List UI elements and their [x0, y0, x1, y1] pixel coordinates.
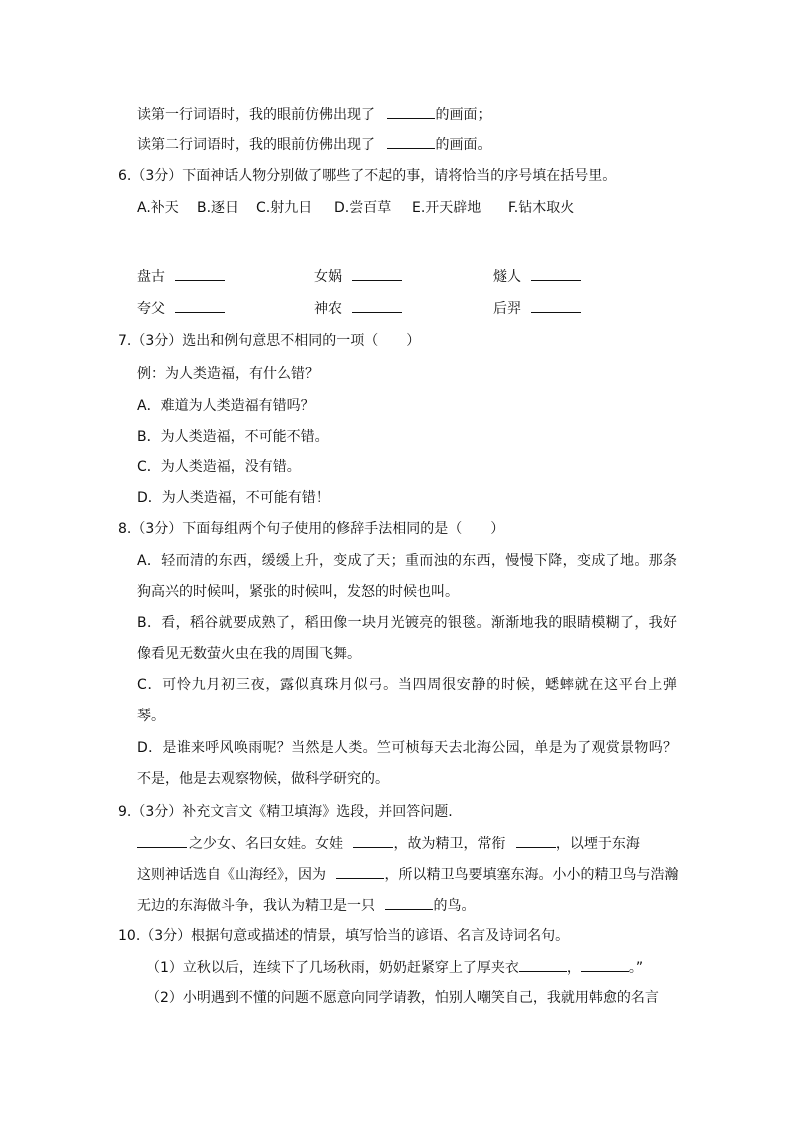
q10-sub-1-b: ，: [566, 960, 581, 976]
q6-option-f: F.钻木取火: [508, 200, 575, 216]
q10-sub-1: [146, 957, 643, 978]
q7-stem: 7.（3分）选出和例句意思不相同的一项（ ）: [118, 333, 421, 349]
q10-stem: 10.（3分）根据句意或描述的情景，填写恰当的谚语、名言及诗词名句。: [118, 928, 570, 944]
answer-blank[interactable]: [352, 266, 402, 281]
q6-name: 后羿: [493, 301, 521, 317]
q6-item-pangu: [137, 266, 225, 287]
q6-name: 夸父: [137, 301, 165, 317]
q6-item-kuafu: [137, 298, 225, 319]
q8-stem: 8.（3分）下面每组两个句子使用的修辞手法相同的是（ ）: [118, 521, 505, 537]
q8-option-d[interactable]: D．是谁来呼风唤雨呢？当然是人类。竺可桢每天去北海公园，单是为了观赏景物吗？不是，他是去观察物候，做科学研究的。: [137, 740, 677, 787]
q9-line-2-a: 这则神话选自《山海经》，因为: [137, 867, 326, 883]
q8-option-a[interactable]: A．轻而清的东西，缓缓上升，变成了天；重而浊的东西，慢慢下降，变成了地。那条狗高兴的时候叫，紧张的时候叫，发怒的时候也叫。: [137, 553, 677, 600]
prev-line-1: [137, 104, 491, 125]
q6-option-a: A.补天: [137, 200, 179, 216]
answer-blank[interactable]: [516, 833, 556, 848]
q9-line-3-a: 无边的东海做斗争，我认为精卫是一只: [137, 898, 375, 914]
q6-name: 燧人: [493, 269, 521, 285]
q6-item-suiren: [493, 266, 581, 287]
answer-blank[interactable]: [336, 864, 384, 879]
prev-line-2-text-b: 的画面。: [435, 137, 492, 153]
prev-line-2-text-a: 读第二行词语时，我的眼前仿佛出现了: [137, 137, 375, 153]
answer-blank[interactable]: [387, 104, 435, 119]
q6-item-houyi: [493, 298, 581, 319]
prev-line-2: [137, 134, 491, 155]
q8-option-c[interactable]: C．可怜九月初三夜，露似真珠月似弓。当四周很安静的时候，蟋蟀就在这平台上弹琴。: [137, 677, 677, 724]
q9-line-1-c: ，以堙于东海: [555, 836, 640, 852]
q9-stem: 9.（3分）补充文言文《精卫填海》选段，并回答问题.: [118, 804, 453, 820]
answer-blank[interactable]: [137, 833, 187, 848]
q6-name: 女娲: [314, 269, 342, 285]
prev-line-1-text-a: 读第一行词语时，我的眼前仿佛出现了: [137, 107, 375, 123]
q10-sub-1-a: （1）立秋以后，连续下了几场秋雨，奶奶赶紧穿上了厚夹衣: [146, 960, 519, 976]
q6-option-c: C.射九日: [256, 200, 313, 216]
q6-name: 神农: [314, 301, 342, 317]
answer-blank[interactable]: [531, 298, 581, 313]
q9-line-1: [137, 833, 640, 854]
answer-blank[interactable]: [531, 266, 581, 281]
answer-blank[interactable]: [175, 298, 225, 313]
q6-item-shennong: [314, 298, 402, 319]
q6-option-e: E.开天辟地: [412, 200, 482, 216]
q10-sub-2: （2）小明遇到不懂的问题不愿意向同学请教，怕别人嘲笑自己，我就用韩愈的名言: [146, 990, 659, 1006]
q6-option-b: B.逐日: [197, 200, 240, 216]
q6-name: 盘古: [137, 269, 165, 285]
q7-option-b[interactable]: B．为人类造福，不可能不错。: [137, 429, 329, 445]
answer-blank[interactable]: [387, 134, 435, 149]
q9-line-3-b: 的鸟。: [433, 898, 476, 914]
answer-blank[interactable]: [519, 957, 567, 972]
q8-option-b[interactable]: B．看，稻谷就要成熟了，稻田像一块月光镀亮的银毯。渐渐地我的眼睛模糊了，我好像看见无数萤火虫在我的周围飞舞。: [137, 615, 677, 662]
answer-blank[interactable]: [352, 298, 402, 313]
answer-blank[interactable]: [175, 266, 225, 281]
answer-blank[interactable]: [353, 833, 393, 848]
q7-option-c[interactable]: C．为人类造福，没有错。: [137, 459, 301, 475]
q7-option-a[interactable]: A．难道为人类造福有错吗？: [137, 398, 315, 414]
answer-blank[interactable]: [581, 957, 629, 972]
q10-sub-1-c: 。”: [628, 960, 644, 976]
q7-example: 例：为人类造福，有什么错？: [137, 366, 319, 382]
q9-line-3: [137, 895, 475, 916]
q9-line-2-b: ，所以精卫鸟要填塞东海。小小的精卫鸟与浩瀚: [384, 867, 679, 883]
q9-line-1-a: 之少女、名曰女娃。女娃: [189, 836, 343, 852]
answer-blank[interactable]: [385, 895, 433, 910]
prev-line-1-text-b: 的画面；: [435, 107, 492, 123]
q6-item-nvwa: [314, 266, 402, 287]
q6-option-d: D.尝百草: [334, 200, 392, 216]
q6-stem: 6.（3分）下面神话人物分别做了哪些了不起的事，请将恰当的序号填在括号里。: [118, 168, 617, 184]
q9-line-1-b: ，故为精卫，常衔: [393, 836, 506, 852]
q7-option-d[interactable]: D．为人类造福，不可能有错！: [137, 490, 330, 506]
q9-line-2: [137, 864, 678, 885]
